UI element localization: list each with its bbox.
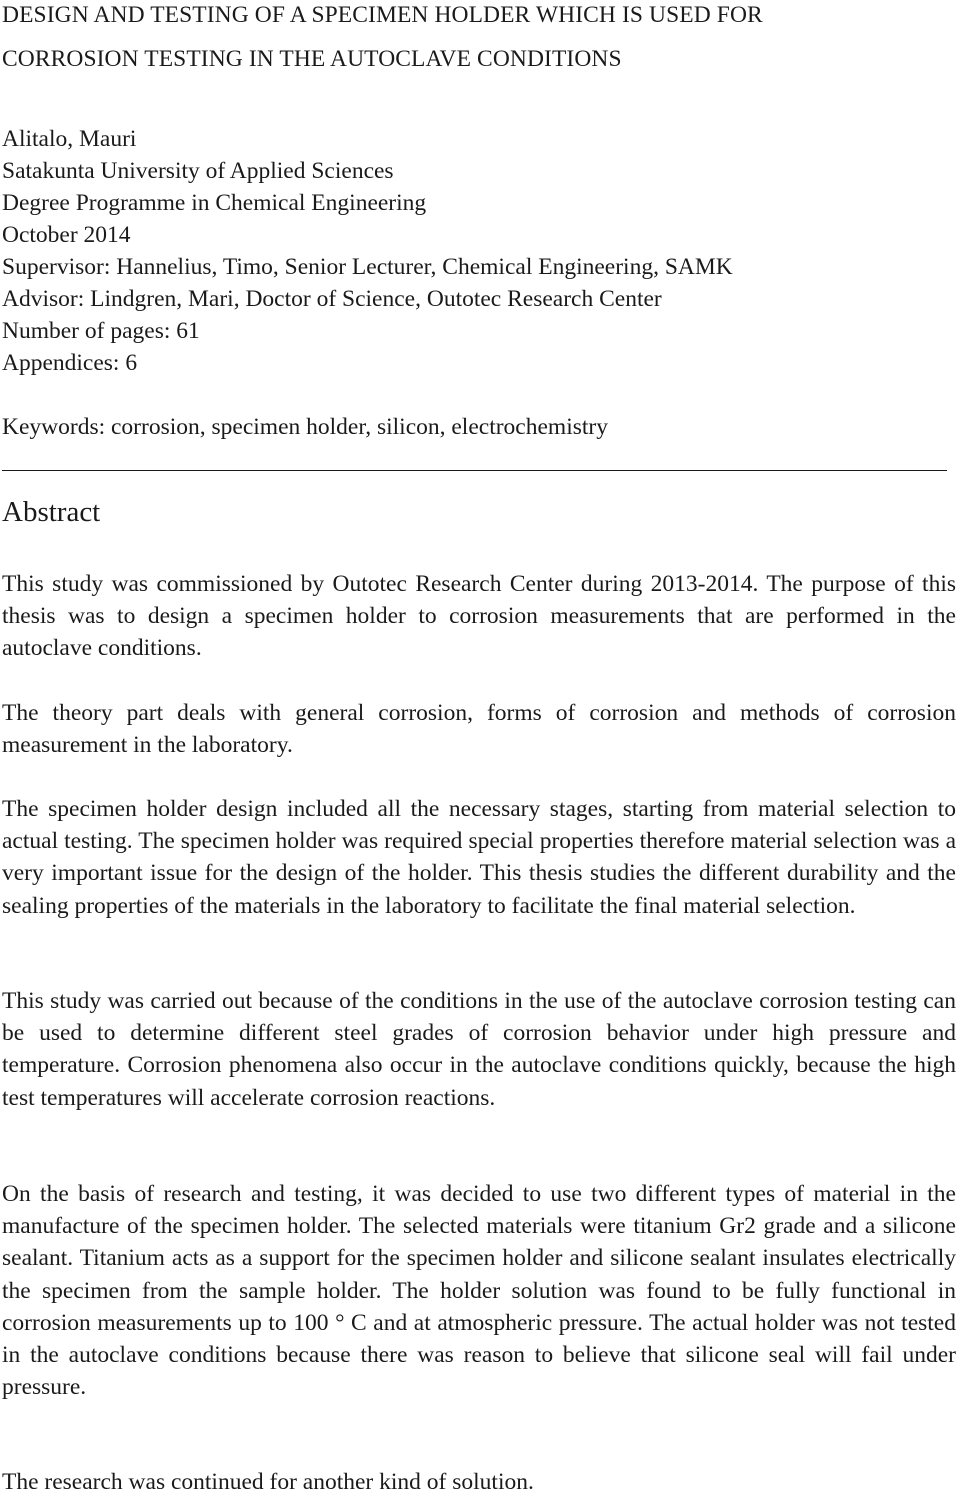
degree-programme: Degree Programme in Chemical Engineering (2, 190, 427, 216)
author-name: Alitalo, Mauri (2, 126, 137, 152)
abstract-paragraph: The specimen holder design included all the necessary stages, starting from material selection to actual testing. The specimen holder was required special properties therefore material selection was a very important issue for the design of the holder. This thesis studies the different durability and the sealing properties of the materials in the laboratory to facilitate the final material selection. (2, 796, 956, 919)
abstract-paragraph: The research was continued for another kind of solution. (2, 1469, 534, 1495)
thesis-title-line-1: DESIGN AND TESTING OF A SPECIMEN HOLDER WHICH IS USED FOR (2, 2, 763, 28)
institution-name: Satakunta University of Applied Sciences (2, 158, 394, 184)
section-divider (2, 470, 947, 471)
appendices-line: Appendices: 6 (2, 350, 138, 376)
supervisor-line: Supervisor: Hannelius, Timo, Senior Lecturer, Chemical Engineering, SAMK (2, 254, 733, 280)
abstract-paragraph: This study was commissioned by Outotec Research Center during 2013-2014. The purpose of this thesis was to design a specimen holder to corrosion measurements that are performed in the autoclave conditions. (2, 571, 956, 662)
page-count-line: Number of pages: 61 (2, 318, 200, 344)
abstract-heading: Abstract (2, 496, 101, 528)
abstract-paragraph: On the basis of research and testing, it was decided to use two different types of material in the manufacture of the specimen holder. The selected materials were titanium Gr2 grade and a silicone sealant. Titanium acts as a support for the specimen holder and silicone sealant insulates electrically the specimen from the sample holder. The holder solution was found to be fully functional in corrosion measurements up to 100 ° C and at atmospheric pressure. The actual holder was not tested in the autoclave conditions because there was reason to believe that silicone seal will fail under pressure. (2, 1181, 956, 1401)
advisor-line: Advisor: Lindgren, Mari, Doctor of Science, Outotec Research Center (2, 286, 662, 312)
keywords-line: Keywords: corrosion, specimen holder, silicon, electrochemistry (2, 414, 608, 440)
thesis-title-line-2: CORROSION TESTING IN THE AUTOCLAVE CONDITIONS (2, 46, 622, 72)
abstract-paragraph: This study was carried out because of the conditions in the use of the autoclave corrosion testing can be used to determine different steel grades of corrosion behavior under high pressure and temperature. Corrosion phenomena also occur in the autoclave conditions quickly, because the high test temperatures will accelerate corrosion reactions. (2, 988, 956, 1111)
publication-date: October 2014 (2, 222, 131, 248)
abstract-paragraph: The theory part deals with general corrosion, forms of corrosion and methods of corrosion measurement in the laboratory. (2, 700, 956, 759)
